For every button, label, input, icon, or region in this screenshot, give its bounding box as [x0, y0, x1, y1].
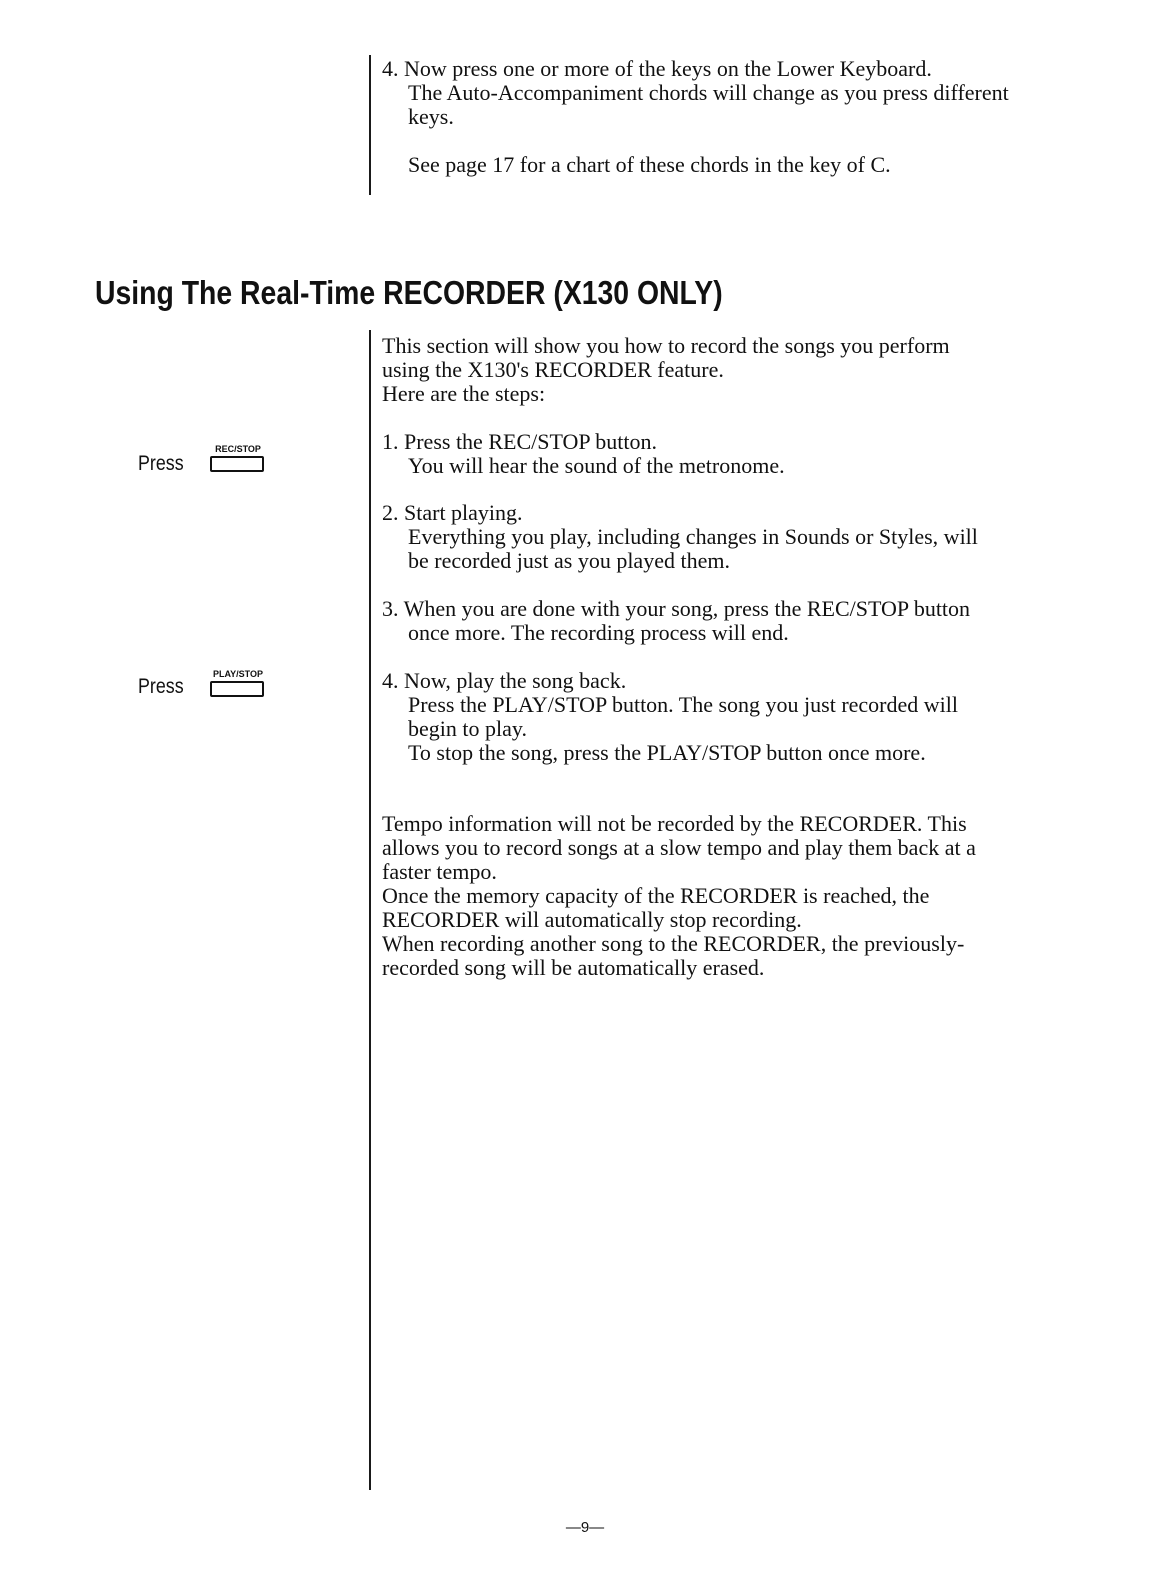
- notes-line3: faster tempo.: [382, 859, 497, 884]
- play-stop-button-icon: [210, 681, 264, 697]
- top-step4-line1: 4. Now press one or more of the keys on the Lower Keyboard.: [382, 56, 932, 81]
- top-step4-line2: The Auto-Accompaniment chords will change as you press different: [408, 80, 1009, 105]
- step2-line2: Everything you play, including changes in Sounds or Styles, will: [408, 524, 978, 549]
- play-stop-caption: PLAY/STOP: [212, 669, 264, 679]
- notes-line4: Once the memory capacity of the RECORDER is reached, the: [382, 883, 930, 908]
- section-heading: Using The Real-Time RECORDER (X130 ONLY): [95, 274, 723, 311]
- press-label: Press: [138, 675, 184, 698]
- top-step4-line3: keys.: [408, 104, 454, 129]
- play-stop-button-illustration: [208, 669, 268, 697]
- step1-line1: 1. Press the REC/STOP button.: [382, 429, 658, 454]
- intro-line2: using the X130's RECORDER feature.: [382, 357, 724, 382]
- intro-line3: Here are the steps:: [382, 381, 546, 406]
- step2-line3: be recorded just as you played them.: [408, 548, 730, 573]
- step3-line2: once more. The recording process will end.: [408, 620, 789, 645]
- chord-chart-note: See page 17 for a chart of these chords in the key of C.: [408, 152, 891, 177]
- notes-line1: Tempo information will not be recorded by the RECORDER. This: [382, 811, 967, 836]
- top-divider-line: [369, 55, 371, 195]
- notes-line6: When recording another song to the RECORDER, the previously-: [382, 931, 965, 956]
- step3-line1: 3. When you are done with your song, press the REC/STOP button: [382, 596, 971, 621]
- page-number: —9—: [565, 1519, 605, 1536]
- notes-line2: allows you to record songs at a slow tempo and play them back at a: [382, 835, 976, 860]
- intro-line1: This section will show you how to record the songs you perform: [382, 333, 950, 358]
- step4-line3: begin to play.: [408, 716, 527, 741]
- step1-line2: You will hear the sound of the metronome.: [408, 453, 785, 478]
- rec-stop-button-icon: [210, 456, 264, 472]
- step2-line1: 2. Start playing.: [382, 500, 523, 525]
- main-divider-line: [369, 330, 371, 1490]
- press-label: Press: [138, 452, 184, 475]
- rec-stop-button-illustration: [208, 444, 268, 472]
- rec-stop-caption: REC/STOP: [215, 444, 261, 454]
- notes-line7: recorded song will be automatically erased.: [382, 955, 765, 980]
- step4-line1: 4. Now, play the song back.: [382, 668, 627, 693]
- step4-line4: To stop the song, press the PLAY/STOP button once more.: [408, 740, 926, 765]
- step4-line2: Press the PLAY/STOP button. The song you just recorded will: [408, 692, 958, 717]
- notes-line5: RECORDER will automatically stop recording.: [382, 907, 802, 932]
